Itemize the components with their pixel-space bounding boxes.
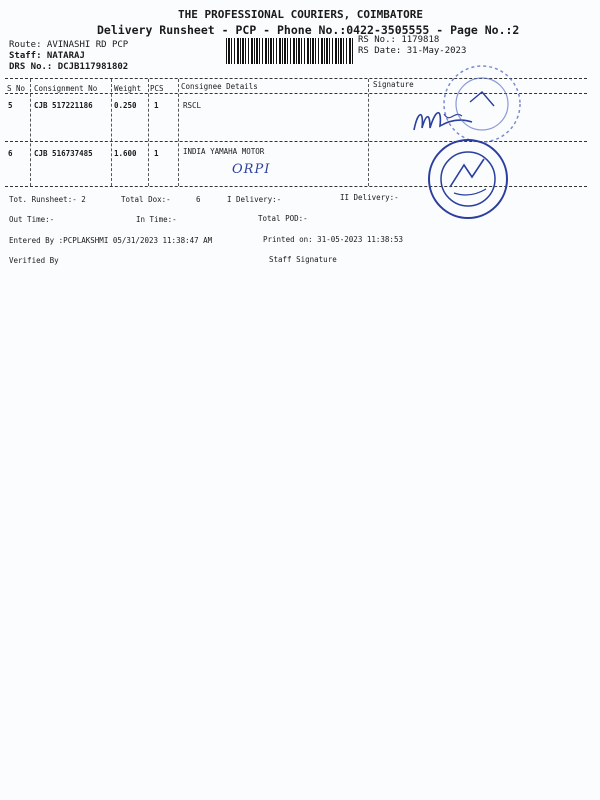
company-title: THE PROFESSIONAL COURIERS, COIMBATORE (178, 8, 424, 21)
rs-date: RS Date: 31-May-2023 (358, 46, 467, 56)
header-sno: S No (7, 84, 26, 93)
out-time: Out Time:- (9, 215, 55, 224)
row-sno: 6 (8, 149, 13, 158)
printed-on: Printed on: 31-05-2023 11:38:53 (263, 235, 403, 244)
barcode (226, 38, 354, 64)
agency-stamp-icon (426, 137, 510, 221)
entered-by: Entered By :PCPLAKSHMI 05/31/2023 11:38:47 AM (9, 236, 213, 245)
total-dox-label: Total Dox:- (121, 195, 171, 204)
row-pcs: 1 (154, 101, 159, 110)
runsheet-title: Delivery Runsheet - PCP - Phone No.:0422-3505555 - Page No.:2 (97, 23, 520, 37)
drs-number: DRS No.: DCJB117981802 (9, 62, 129, 72)
header-signature: Signature (373, 80, 414, 89)
row-consignment: CJB 517221186 (34, 101, 93, 110)
first-delivery: I Delivery:- (227, 195, 282, 204)
col-divider (148, 79, 149, 186)
col-divider (178, 79, 179, 186)
col-divider (111, 79, 112, 186)
row-consignee: INDIA YAMAHA MOTOR (183, 147, 265, 156)
company-stamp-icon (440, 62, 524, 146)
total-pod: Total POD:- (258, 214, 308, 223)
staff-label: Staff: NATARAJ (9, 51, 85, 61)
route-label: Route: AVINASHI RD PCP (9, 40, 129, 50)
row-consignment: CJB 516737485 (34, 149, 93, 158)
row-pcs: 1 (154, 149, 159, 158)
row-weight: 0.250 (114, 101, 137, 110)
total-runsheet: Tot. Runsheet:- 2 (9, 195, 86, 204)
handwritten-orpi: ORPI (232, 162, 271, 177)
row-weight: 1.600 (114, 149, 137, 158)
row-consignee: RSCL (183, 101, 202, 110)
col-divider (368, 79, 369, 186)
second-delivery: II Delivery:- (340, 193, 399, 202)
header-weight: Weight (114, 84, 142, 93)
rs-number: RS No.: 1179818 (358, 35, 440, 45)
in-time: In Time:- (136, 215, 177, 224)
row-sno: 5 (8, 101, 13, 110)
header-consignment: Consignment No (34, 84, 98, 93)
verified-by: Verified By (9, 256, 59, 265)
col-divider (30, 79, 31, 186)
header-pcs: PCS (150, 84, 164, 93)
total-dox-value: 6 (196, 195, 201, 204)
staff-signature: Staff Signature (269, 255, 337, 264)
header-consignee: Consignee Details (181, 82, 258, 91)
